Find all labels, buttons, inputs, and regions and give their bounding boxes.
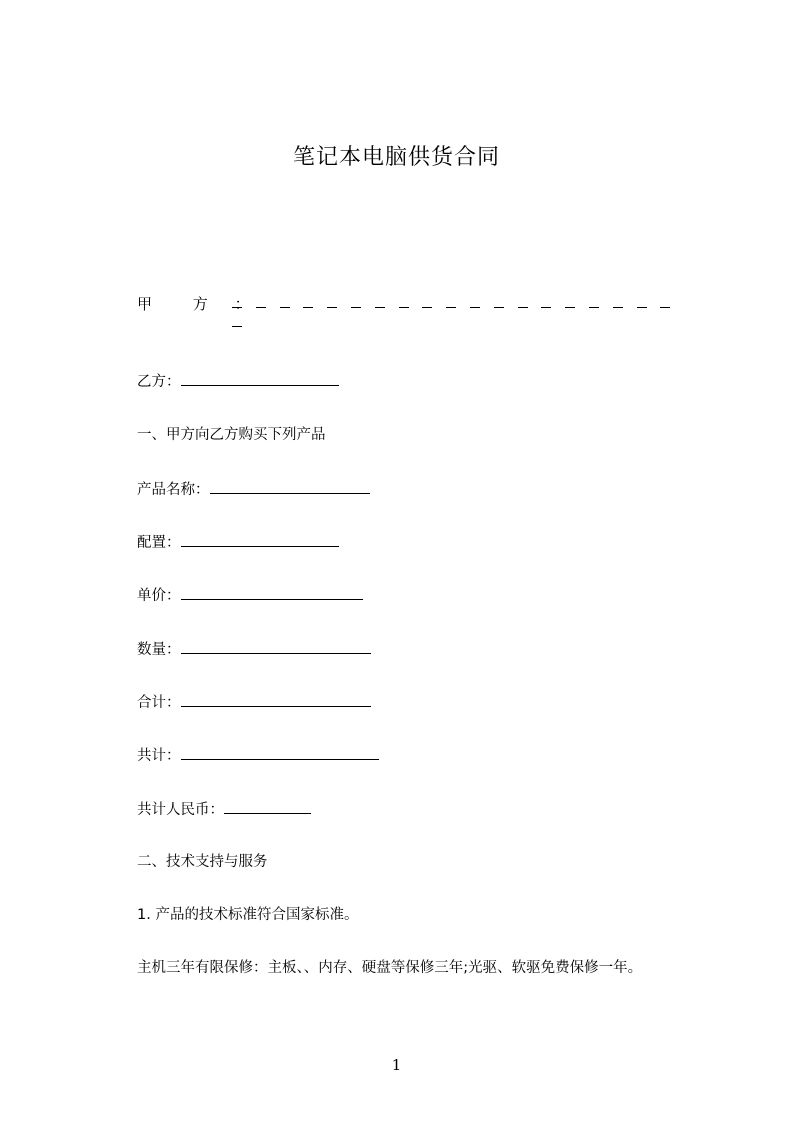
unit-price-line xyxy=(137,585,363,606)
unit-price-label: 单价： xyxy=(137,588,181,604)
page-number: 1 xyxy=(391,1056,402,1074)
party-a-colon: ： xyxy=(234,295,250,313)
product-name-blank xyxy=(210,479,370,494)
party-b-label: 乙方： xyxy=(137,374,181,390)
total-blank xyxy=(181,745,379,760)
total-rmb-label: 共计人民币： xyxy=(137,802,224,818)
contract-title: 笔记本电脑供货合同 xyxy=(292,145,500,170)
quantity-label: 数量： xyxy=(137,642,181,658)
config-label: 配置： xyxy=(137,535,181,551)
total-label: 共计： xyxy=(137,748,181,764)
party-b-line xyxy=(137,371,339,392)
config-blank xyxy=(181,532,339,547)
total-line xyxy=(137,745,379,766)
total-rmb-line xyxy=(137,799,311,820)
party-a-blank xyxy=(232,293,702,313)
product-name-label: 产品名称： xyxy=(137,482,210,498)
subtotal-label: 合计： xyxy=(137,695,181,711)
subtotal-blank xyxy=(181,692,371,707)
subtotal-line xyxy=(137,692,371,713)
section2-item1: 1. 产品的技术标准符合国家标准。 xyxy=(137,907,359,923)
total-rmb-blank xyxy=(224,799,311,814)
warranty-text: 主机三年有限保修：主板、、内存、硬盘等保修三年;光驱、软驱免费保修一年。 xyxy=(137,960,643,976)
config-line xyxy=(137,532,339,553)
section2-heading: 二、技术支持与服务 xyxy=(137,854,268,870)
unit-price-blank xyxy=(181,585,363,600)
section1-heading: 一、甲方向乙方购买下列产品 xyxy=(137,427,326,443)
party-b-blank xyxy=(181,371,339,386)
product-name-line xyxy=(137,479,370,500)
quantity-line xyxy=(137,639,371,660)
party-a-label: 甲 方 xyxy=(137,295,226,313)
quantity-blank xyxy=(181,639,371,654)
